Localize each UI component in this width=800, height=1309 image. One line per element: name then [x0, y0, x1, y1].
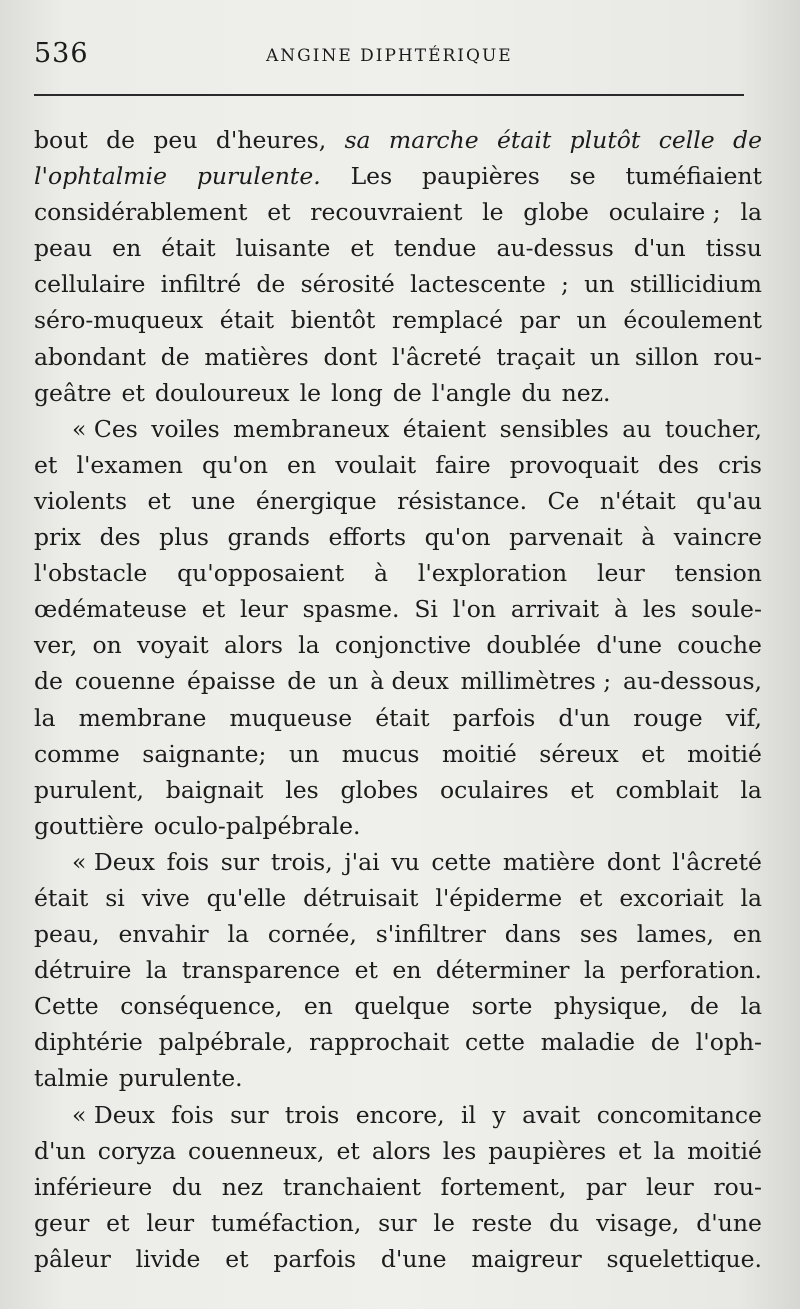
word: violents: [34, 486, 128, 515]
text-line: [34, 339, 762, 375]
word: quelque: [354, 992, 451, 1021]
word: était: [219, 306, 275, 335]
word: en: [303, 992, 333, 1021]
word: « Deux: [72, 847, 155, 876]
word: et: [354, 956, 378, 985]
word: d'heures,: [215, 126, 327, 154]
word: de: [160, 342, 190, 371]
text-line: [34, 519, 762, 555]
word: sa: [344, 126, 371, 154]
word: efforts: [328, 523, 407, 552]
word: celle: [658, 126, 715, 154]
text-line: [34, 1060, 762, 1096]
word: plus: [159, 523, 209, 552]
word: peu: [153, 126, 198, 154]
word: envahir: [118, 920, 209, 949]
word: étaient: [402, 414, 487, 443]
word: encore,: [355, 1100, 445, 1129]
word: moitié: [687, 739, 762, 768]
text-line: [34, 808, 762, 844]
word: geur: [34, 1208, 90, 1237]
word: tuméfaction,: [210, 1208, 362, 1237]
word: maigreur: [471, 1244, 582, 1273]
word: considérablement: [34, 198, 248, 227]
text-line: [34, 1133, 762, 1169]
word: et: [618, 1136, 642, 1165]
word: tissu: [705, 234, 762, 263]
body-text: [34, 122, 762, 1277]
word: l'obstacle: [34, 559, 148, 588]
word: le: [299, 378, 321, 407]
word: maladie: [540, 1028, 636, 1057]
word: stillicidium: [629, 270, 762, 299]
word: énergique: [255, 486, 377, 515]
word: parvenait: [509, 523, 623, 552]
word: fois: [171, 1100, 214, 1129]
word: j'ai: [344, 847, 380, 876]
word: purulente.: [118, 1064, 243, 1093]
word: le: [433, 1208, 455, 1237]
word: de: [106, 126, 136, 154]
word: couenne: [74, 667, 176, 696]
word: Les: [350, 162, 393, 191]
word: au: [622, 414, 652, 443]
word: sérosité: [300, 270, 395, 299]
word: était: [34, 883, 89, 912]
word: membrane: [78, 703, 207, 732]
word: prix: [34, 523, 82, 552]
text-line: [34, 591, 762, 627]
text-line: [34, 555, 762, 591]
word: doublée: [486, 631, 582, 660]
word: muqueuse: [229, 703, 353, 732]
word: paupières: [488, 1136, 607, 1165]
word: fois: [166, 847, 210, 876]
word: à deux: [370, 667, 449, 696]
word: Cette: [34, 992, 99, 1021]
word: comblait: [615, 775, 719, 804]
word: tendue: [393, 234, 477, 263]
word: la: [227, 920, 250, 949]
word: excoriait: [619, 883, 724, 912]
word: alors: [371, 1136, 431, 1165]
word: si: [105, 883, 125, 912]
word: œdémateuse: [34, 595, 187, 624]
word: la: [740, 883, 762, 912]
text-line: [34, 411, 762, 447]
text-line: [34, 1241, 762, 1277]
word: vive: [141, 883, 190, 912]
word: sensibles: [499, 414, 609, 443]
word: le: [482, 198, 504, 227]
text-line: [34, 158, 762, 194]
word: par: [586, 1172, 627, 1201]
word: voyait: [137, 631, 209, 660]
word: la: [298, 631, 320, 660]
word: en: [287, 450, 317, 479]
word: purulent,: [34, 775, 145, 804]
word: en: [112, 234, 142, 263]
word: voiles: [151, 414, 220, 443]
word: de: [287, 667, 317, 696]
word: dont: [606, 847, 661, 876]
page-header: [34, 38, 750, 72]
word: par: [519, 306, 560, 335]
word: du: [521, 378, 552, 407]
word: alors: [223, 631, 283, 660]
text-line: [34, 302, 762, 338]
word: membraneux: [233, 414, 390, 443]
word: bientôt: [290, 306, 376, 335]
word: leur: [239, 595, 288, 624]
word: qu'elle: [206, 883, 287, 912]
word: l'épiderme: [435, 883, 563, 912]
text-line: [34, 1024, 762, 1060]
word: oculaires: [439, 775, 549, 804]
word: d'une: [380, 1244, 447, 1273]
word: un: [589, 342, 621, 371]
word: l'oph-: [695, 1028, 762, 1057]
word: et: [350, 234, 374, 263]
word: était: [375, 703, 430, 732]
word: et: [201, 595, 226, 624]
word: à: [613, 595, 628, 624]
word: livide: [135, 1244, 201, 1273]
text-line: [34, 230, 762, 266]
word: concomitance: [596, 1100, 762, 1129]
word: pâleur: [34, 1244, 111, 1273]
word: cornée,: [267, 920, 357, 949]
page-number: 536: [34, 38, 89, 69]
word: en: [732, 920, 762, 949]
word: parfois: [273, 1244, 357, 1273]
word: l'exploration: [417, 559, 568, 588]
word: et: [267, 198, 291, 227]
word: des: [99, 523, 141, 552]
word: « Ces: [72, 414, 138, 443]
word: infiltré: [160, 270, 242, 299]
text-line: [34, 447, 762, 483]
word: s'infiltrer: [375, 920, 486, 949]
word: bout: [34, 126, 88, 154]
word: les: [442, 1136, 477, 1165]
word: ses: [579, 920, 618, 949]
word: et: [147, 486, 171, 515]
word: moitié: [687, 1136, 762, 1165]
word: rapprochait: [309, 1028, 450, 1057]
word: leur: [645, 1172, 694, 1201]
word: sillon: [634, 342, 699, 371]
text-line: [34, 194, 762, 230]
word: tranchaient: [282, 1172, 421, 1201]
word: tension: [674, 559, 762, 588]
word: vif,: [725, 703, 762, 732]
word: soule-: [691, 595, 762, 624]
word: oculo-palpébrale.: [153, 811, 361, 840]
text-line: [34, 1169, 762, 1205]
word: fortement,: [440, 1172, 567, 1201]
word: rou-: [713, 1172, 762, 1201]
word: séro-muqueux: [34, 306, 204, 335]
word: coryza: [97, 1136, 177, 1165]
text-line: [34, 483, 762, 519]
word: rouge: [633, 703, 703, 732]
word: les: [285, 775, 319, 804]
word: était: [496, 126, 552, 154]
word: la: [145, 956, 168, 985]
word: ;: [561, 270, 569, 299]
word: un: [288, 739, 320, 768]
word: mucus: [341, 739, 420, 768]
word: diphtérie: [34, 1028, 143, 1057]
word: remplacé: [391, 306, 504, 335]
word: un: [584, 270, 615, 299]
word: conjonctive: [334, 631, 472, 660]
text-line: [34, 266, 762, 302]
word: sur: [230, 1100, 269, 1129]
word: la: [740, 198, 762, 227]
word: reste: [471, 1208, 533, 1237]
word: à: [374, 559, 389, 588]
word: luisante: [235, 234, 331, 263]
word: gouttière: [34, 811, 144, 840]
word: les: [642, 595, 677, 624]
word: saignante;: [142, 739, 267, 768]
word: comme: [34, 739, 120, 768]
word: d'un: [558, 703, 611, 732]
word: qu'opposaient: [177, 559, 345, 588]
word: spasme.: [302, 595, 400, 624]
word: Ce: [547, 486, 580, 515]
text-line: [34, 663, 762, 699]
word: squelettique.: [606, 1244, 762, 1273]
word: moitié: [441, 739, 517, 768]
word: parfois: [452, 703, 536, 732]
word: voulait: [335, 450, 417, 479]
word: nez: [221, 1172, 264, 1201]
word: millimètres ;: [460, 667, 612, 696]
word: la: [583, 956, 606, 985]
word: Si: [414, 595, 438, 624]
word: de: [650, 1028, 680, 1057]
word: visage,: [596, 1208, 680, 1237]
word: dans: [504, 920, 562, 949]
word: perforation.: [619, 956, 762, 985]
word: épaisse: [187, 667, 276, 696]
text-line: [34, 844, 762, 880]
text-line: [34, 122, 762, 158]
word: marche: [388, 126, 479, 154]
text-line: [34, 772, 762, 808]
word: de: [733, 126, 762, 154]
word: de: [392, 378, 422, 407]
text-line: [34, 1205, 762, 1241]
word: rou-: [713, 342, 762, 371]
word: matière: [502, 847, 596, 876]
word: à: [641, 523, 656, 552]
text-line: [34, 627, 762, 663]
word: couenneux,: [188, 1136, 325, 1165]
word: on: [92, 631, 122, 660]
word: globes: [340, 775, 419, 804]
word: ver,: [34, 631, 78, 660]
word: et: [570, 775, 594, 804]
text-line: [34, 916, 762, 952]
word: l'examen: [76, 450, 183, 479]
word: au-dessus: [496, 234, 614, 263]
word: globe: [523, 198, 589, 227]
word: provoquait: [509, 450, 639, 479]
word: lactescente: [410, 270, 546, 299]
word: l'âcreté: [391, 342, 482, 371]
word: lames,: [636, 920, 715, 949]
word: oculaire ;: [608, 198, 721, 227]
word: avait: [522, 1100, 581, 1129]
word: du: [171, 1172, 203, 1201]
word: la: [740, 775, 762, 804]
word: geâtre: [34, 378, 112, 407]
word: écoulement: [623, 306, 762, 335]
text-line: [34, 880, 762, 916]
word: la: [34, 703, 56, 732]
word: paupières: [421, 162, 540, 191]
word: vu: [391, 847, 420, 876]
word: grands: [227, 523, 310, 552]
word: d'une: [696, 1208, 762, 1237]
word: vaincre: [673, 523, 762, 552]
word: l'on: [452, 595, 497, 624]
word: sur: [378, 1208, 417, 1237]
word: qu'on: [202, 450, 268, 479]
word: cris: [718, 450, 762, 479]
text-line: [34, 375, 762, 411]
word: résistance.: [397, 486, 528, 515]
word: talmie: [34, 1064, 109, 1093]
word: trois,: [270, 847, 333, 876]
word: déterminer: [435, 956, 570, 985]
word: abondant: [34, 342, 146, 371]
word: cellulaire: [34, 270, 146, 299]
word: et: [579, 883, 603, 912]
word: une: [191, 486, 236, 515]
word: et: [641, 739, 665, 768]
word: long: [331, 378, 383, 407]
word: de: [689, 992, 719, 1021]
text-line: [34, 736, 762, 772]
word: cette: [431, 847, 492, 876]
word: l'ophtalmie: [34, 162, 167, 191]
word: transparence: [181, 956, 341, 985]
word: « Deux: [72, 1100, 155, 1129]
word: toucher,: [664, 414, 762, 443]
word: d'un: [633, 234, 686, 263]
word: de: [34, 667, 63, 696]
word: douloureux: [154, 378, 290, 407]
word: cette: [465, 1028, 525, 1057]
word: recouvraient: [310, 198, 463, 227]
word: peau,: [34, 920, 100, 949]
word: conséquence,: [120, 992, 283, 1021]
word: sorte: [471, 992, 533, 1021]
word: se: [569, 162, 596, 191]
text-line: [34, 1097, 762, 1133]
word: tuméfiaient: [625, 162, 762, 191]
header-rule: [34, 94, 744, 96]
word: d'une: [596, 631, 663, 660]
word: l'angle: [431, 378, 512, 407]
word: traçait: [496, 342, 576, 371]
word: baignait: [165, 775, 264, 804]
word: n'était: [599, 486, 676, 515]
running-title: ANGINE DIPHTÉRIQUE: [266, 46, 513, 66]
word: palpébrale,: [158, 1028, 294, 1057]
word: qu'on: [424, 523, 491, 552]
word: séreux: [539, 739, 619, 768]
text-line: [34, 952, 762, 988]
word: des: [657, 450, 699, 479]
word: et: [336, 1136, 360, 1165]
word: dont: [323, 342, 378, 371]
word: la: [653, 1136, 676, 1165]
word: sur: [220, 847, 260, 876]
word: qu'au: [696, 486, 762, 515]
word: détruire: [34, 956, 132, 985]
word: et: [106, 1208, 130, 1237]
word: d'un: [34, 1136, 86, 1165]
word: couche: [677, 631, 762, 660]
word: arrivait: [510, 595, 600, 624]
word: un: [576, 306, 607, 335]
word: un: [328, 667, 359, 696]
word: et: [121, 378, 145, 407]
word: y: [492, 1100, 506, 1129]
word: purulente.: [196, 162, 321, 191]
word: la: [740, 992, 762, 1021]
word: et: [34, 450, 58, 479]
word: physique,: [553, 992, 669, 1021]
word: il: [461, 1100, 477, 1129]
word: trois: [284, 1100, 340, 1129]
word: en: [392, 956, 422, 985]
word: leur: [146, 1208, 195, 1237]
word: leur: [596, 559, 645, 588]
word: et: [225, 1244, 249, 1273]
word: nez.: [561, 378, 611, 407]
word: inférieure: [34, 1172, 153, 1201]
word: détruisait: [303, 883, 419, 912]
word: peau: [34, 234, 93, 263]
word: matières: [204, 342, 309, 371]
word: plutôt: [569, 126, 641, 154]
word: de: [256, 270, 286, 299]
word: faire: [435, 450, 491, 479]
word: l'âcreté: [672, 847, 762, 876]
word: était: [161, 234, 216, 263]
text-line: [34, 988, 762, 1024]
text-line: [34, 700, 762, 736]
word: au-dessous,: [623, 667, 762, 696]
word: du: [549, 1208, 580, 1237]
